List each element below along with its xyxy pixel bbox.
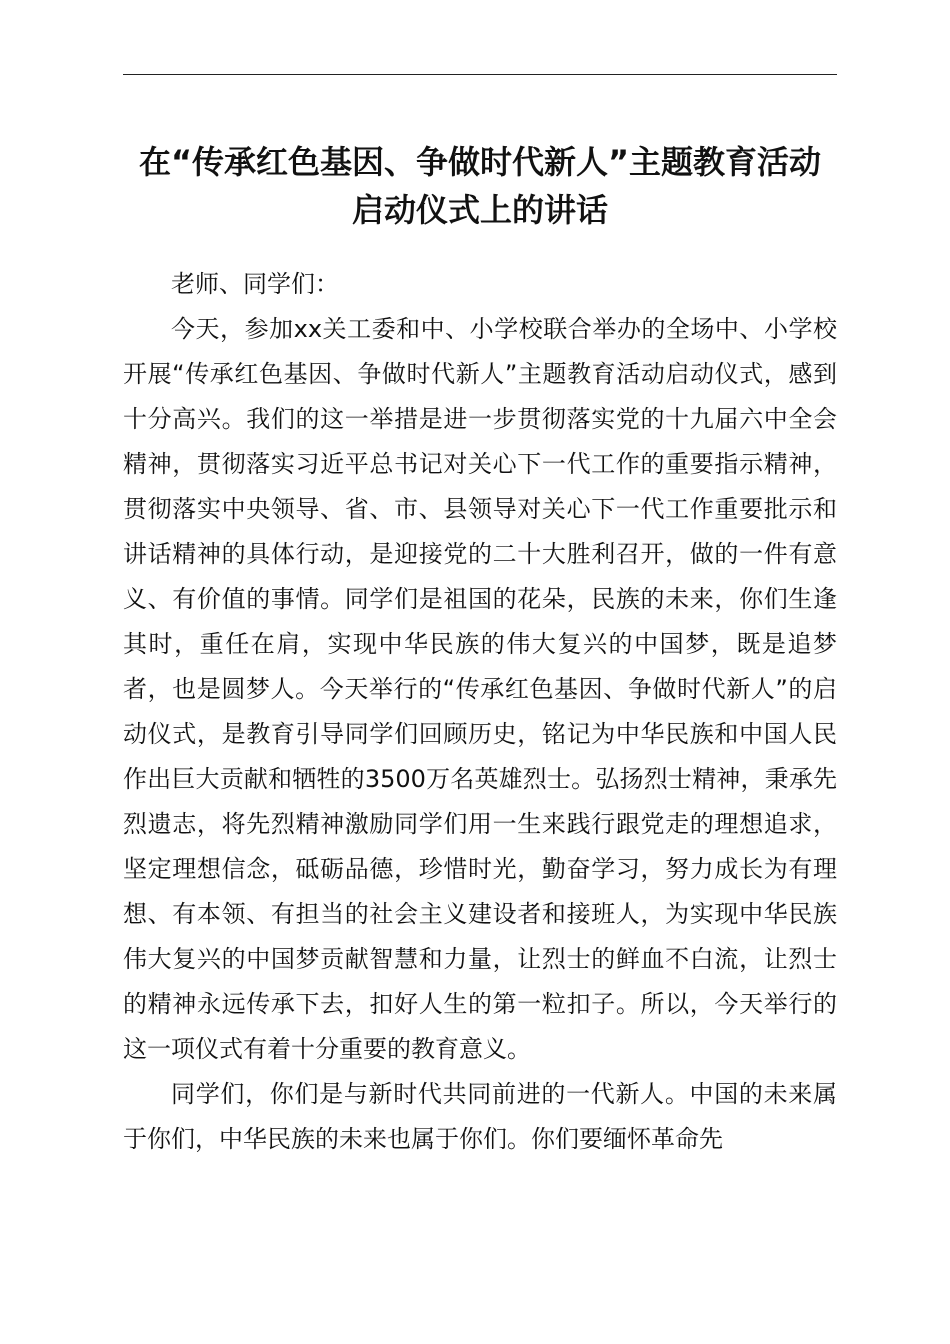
document-title: 在“传承红色基因、争做时代新人”主题教育活动启动仪式上的讲话 — [138, 143, 822, 229]
body-paragraph-1: 今天，参加xx关工委和中、小学校联合举办的全场中、小学校开展“传承红色基因、争做时代新人”主题教育活动启动仪式，感到十分高兴。我们的这一举措是进一步贯彻落实党的十九届六中全会精神，贯彻落实习近平总书记对关心下一代工作的重要指示精神，贯彻落实中央领导、省、市、县领导对关心下一代工作重要批示和讲话精神的具体行动，是迎接党的二十大胜利召开，做的一件有意义、有价值的事情。同学们是祖国的花朵，民族的未来，你们生逢其时，重任在肩，实现中华民族的伟大复兴的中国梦，既是追梦者，也是圆梦人。今天举行的“传承红色基因、争做时代新人”的启动仪式，是教育引导同学们回顾历史，铭记为中华民族和中国人民作出巨大贡献和牺牲的3500万名英雄烈士。弘扬烈士精神，秉承先烈遗志，将先烈精神激励同学们用一生来践行跟党走的理想追求，坚定理想信念，砥砺品德，珍惜时光，勤奋学习，努力成长为有理想、有本领、有担当的社会主义建设者和接班人，为实现中华民族伟大复兴的中国梦贡献智慧和力量，让烈士的鲜血不白流，让烈士的精神永远传承下去，扣好人生的第一粒扣子。所以，今天举行的这一项仪式有着十分重要的教育意义。 — [123, 315, 837, 1063]
body-paragraph-2: 同学们，你们是与新时代共同前进的一代新人。中国的未来属于你们，中华民族的未来也属于你们。你们要缅怀革命先 — [123, 1080, 837, 1153]
header-rule — [123, 74, 837, 75]
document-body — [123, 262, 837, 1162]
salutation-paragraph: 老师、同学们： — [171, 270, 339, 298]
